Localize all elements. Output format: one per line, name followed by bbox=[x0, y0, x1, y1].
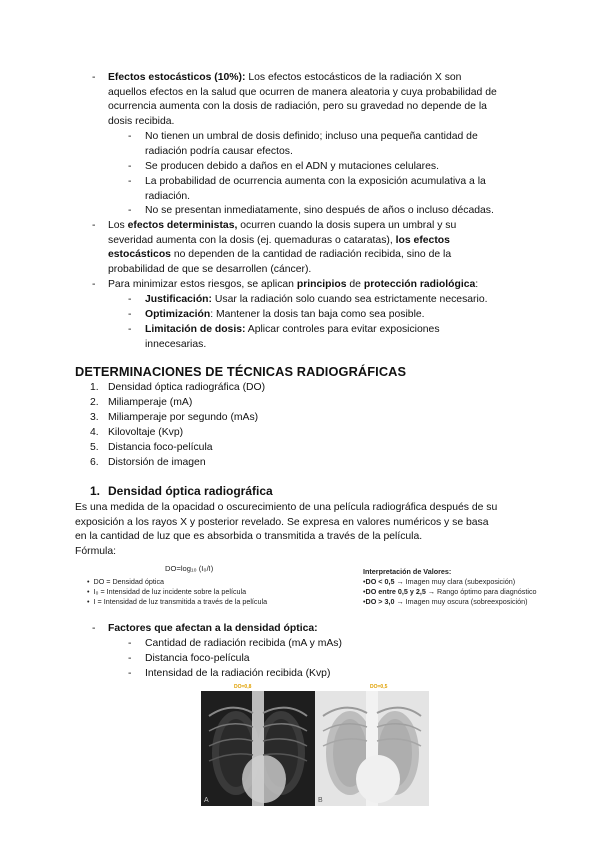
list-item: Kilovoltaje (Kvp) bbox=[108, 427, 184, 438]
bullet-dash: - bbox=[128, 638, 132, 649]
bullet-dash: - bbox=[92, 279, 96, 290]
list-item: Distancia foco-película bbox=[108, 442, 213, 453]
list-item: Optimización: Mantener la dosis tan baja como sea posible. bbox=[145, 309, 425, 320]
stochastic-text: Los efectos estocásticos de la radiación X son bbox=[245, 72, 462, 83]
xray-letter: B bbox=[318, 797, 323, 804]
bullet-dash: - bbox=[128, 668, 132, 679]
list-item: Miliamperaje por segundo (mAs) bbox=[108, 412, 259, 423]
stochastic-text: aquellos efectos en la salud que ocurren de manera aleatoria y cuya probabilidad de bbox=[108, 86, 497, 98]
bullet-dash: - bbox=[128, 653, 132, 664]
subsection-title: Densidad óptica radiográfica bbox=[108, 484, 273, 498]
deterministic-effects-paragraph: Los efectos deterministas, ocurren cuando la dosis supera un umbral y su severidad aumenta con la dosis (ej. quemaduras o cataratas), los efectos estocásticos no dependen de la cantidad de radiación recibida, sino de la probabilidad de que se desarrollen (cáncer). bbox=[108, 220, 457, 276]
bullet-dash: - bbox=[128, 161, 132, 172]
xray-image-a bbox=[201, 691, 315, 806]
stochastic-text: ocurrencia aumenta con la dosis de radiación, pero su gravedad no depende de la bbox=[108, 101, 487, 113]
list-item: •DO entre 0,5 y 2,5 → Rango óptimo para diagnóstico bbox=[363, 587, 537, 596]
protection-paragraph: Para minimizar estos riesgos, se aplican principios de protección radiológica: bbox=[108, 279, 479, 290]
density-definition: Es una medida de la opacidad o oscurecimiento de una película radiográfica después de su exposición a los rayos X y posterior revelado. Se expresa en valores numéricos y se basa en la cantidad de luz que es absorbida o transmitida a través de la película. Fórmula: bbox=[75, 502, 498, 558]
stochastic-label: Efectos estocásticos (10%): bbox=[108, 72, 246, 83]
xray-right-label: DO=0,5 bbox=[370, 684, 388, 690]
list-item: Intensidad de la radiación recibida (Kvp) bbox=[145, 668, 331, 679]
bullet-dash: - bbox=[92, 623, 96, 634]
formula: DO=log₁₀ (I₀/I) bbox=[165, 564, 214, 573]
list-item: Miliamperaje (mA) bbox=[108, 397, 193, 408]
list-item: Densidad óptica radiográfica (DO) bbox=[108, 382, 266, 393]
list-item: No se presentan inmediatamente, sino después de años o incluso décadas. bbox=[145, 205, 494, 216]
list-item: Se producen debido a daños en el ADN y mutaciones celulares. bbox=[145, 161, 440, 172]
bullet-dash: - bbox=[128, 309, 132, 320]
xray-image-b bbox=[315, 691, 429, 806]
bullet-dash: - bbox=[128, 324, 132, 335]
list-item: •DO > 3,0 → Imagen muy oscura (sobreexposición) bbox=[363, 597, 528, 606]
chest-xray-a bbox=[201, 691, 315, 806]
list-item: • I = Intensidad de luz transmitida a través de la película bbox=[87, 597, 268, 606]
document-page: - Efectos estocásticos (10%): Los efectos estocásticos de la radiación X son aquellos efectos en la salud que ocurren de manera aleatoria y cuya probabilidad de ocurrencia aumenta con la dosis de radiación, pero su gravedad no depende de la dosis recibida. - No tienen un umbral de dosis definido; incluso una pequeña cantidad de radiación podría causar efectos. - Se producen debido a daños en el ADN y mutaciones celulares. - La probabilidad de ocurrencia aumenta con la exposición acumulativa a la radiación. - No se presentan inmediatamente, sino después de años o incluso décadas. - Los efectos deterministas, ocurren cuando la dosis supera un umbral y su severidad aumenta con la dosis (ej. quemaduras o cataratas), los efectos estocásticos no dependen de la cantidad de radiación recibida, sino de la probabilidad de que se desarrollen (cáncer). - Para minimizar estos riesgos, se aplican principios de protección radiológica: - Justificación: Usar la radiación solo cuando sea estrictamente necesario. - Optimización: Mantener la dosis tan baja como sea posible. - Limitación de dosis: Aplicar controles para evitar exposiciones innecesarias. DETERMINACIONES DE TÉCNICAS RADIOGRÁFICAS 1. Densidad óptica radiográfica (DO) 2. Miliamperaje (mA) 3. Miliamperaje por segundo (mAs) 4. Kilovoltaje (Kvp) 5. Distancia foco-película 6. Distorsión de imagen 1. Densidad óptica radiográfica Es una medida de la opacidad o oscurecimiento de una película radiográfica después de su exposición a los rayos X y posterior revelado. Se expresa en valores numéricos y se basa en la cantidad de luz que es absorbida o transmitida a través de la película. Fórmula: DO=log₁₀ (I₀/I) • DO = Densidad óptica • I₀ = Intensidad de luz incidente sobre la película • I = Intensidad de luz transmitida a través de la película Interpretación de Valores: •DO < 0,5 → Imagen muy clara (subexposición) •DO entre 0,5 y 2,5 → Rango óptimo para diagnóstico •DO > 3,0 → Imagen muy oscura (sobreexposición) - Factores que afectan a la densidad óptica: - Cantidad de radiación recibida (mA y mAs) - Distancia foco-película - Intensidad de la radiación recibida (Kvp) DO=0,8 DO=0,5 A B bbox=[0, 0, 600, 848]
section-title: DETERMINACIONES DE TÉCNICAS RADIOGRÁFICAS bbox=[75, 364, 407, 379]
xray-letter: A bbox=[204, 797, 209, 804]
list-item: Distancia foco-película bbox=[145, 653, 250, 664]
bullet-dash: - bbox=[128, 294, 132, 305]
bullet-dash: - bbox=[92, 72, 96, 83]
bullet-dash: - bbox=[128, 131, 132, 142]
list-item: •DO < 0,5 → Imagen muy clara (subexposición) bbox=[363, 577, 516, 586]
list-item: Cantidad de radiación recibida (mA y mAs) bbox=[145, 638, 342, 649]
list-item: La probabilidad de ocurrencia aumenta con la exposición acumulativa a la radiación. bbox=[145, 176, 486, 202]
bullet-dash: - bbox=[92, 220, 96, 231]
stochastic-effects-paragraph bbox=[108, 71, 528, 130]
list-item: Justificación: Usar la radiación solo cuando sea estrictamente necesario. bbox=[145, 294, 488, 305]
list-item: • I₀ = Intensidad de luz incidente sobre la película bbox=[87, 587, 247, 596]
chest-xray-b bbox=[315, 691, 429, 806]
list-item: Limitación de dosis: Aplicar controles para evitar exposiciones innecesarias. bbox=[145, 324, 440, 350]
bullet-dash: - bbox=[128, 176, 132, 187]
bullet-dash: - bbox=[128, 205, 132, 216]
interpretation-box: Interpretación de Valores: •DO < 0,5 → Imagen muy clara (subexposición) •DO entre 0,5 y 2,5 → Rango óptimo para diagnóstico •DO > 3,0 → Imagen muy oscura (sobreexposición) bbox=[363, 567, 600, 607]
list-item: Distorsión de imagen bbox=[108, 457, 206, 468]
stochastic-text: dosis recibida. bbox=[108, 116, 175, 128]
list-item: No tienen un umbral de dosis definido; incluso una pequeña cantidad de radiación podría causar efectos. bbox=[145, 131, 478, 157]
factors-label: Factores que afectan a la densidad óptica: bbox=[108, 623, 318, 634]
list-item: • DO = Densidad óptica bbox=[87, 577, 165, 586]
formula-definitions bbox=[87, 577, 347, 607]
xray-left-label: DO=0,8 bbox=[234, 684, 252, 690]
